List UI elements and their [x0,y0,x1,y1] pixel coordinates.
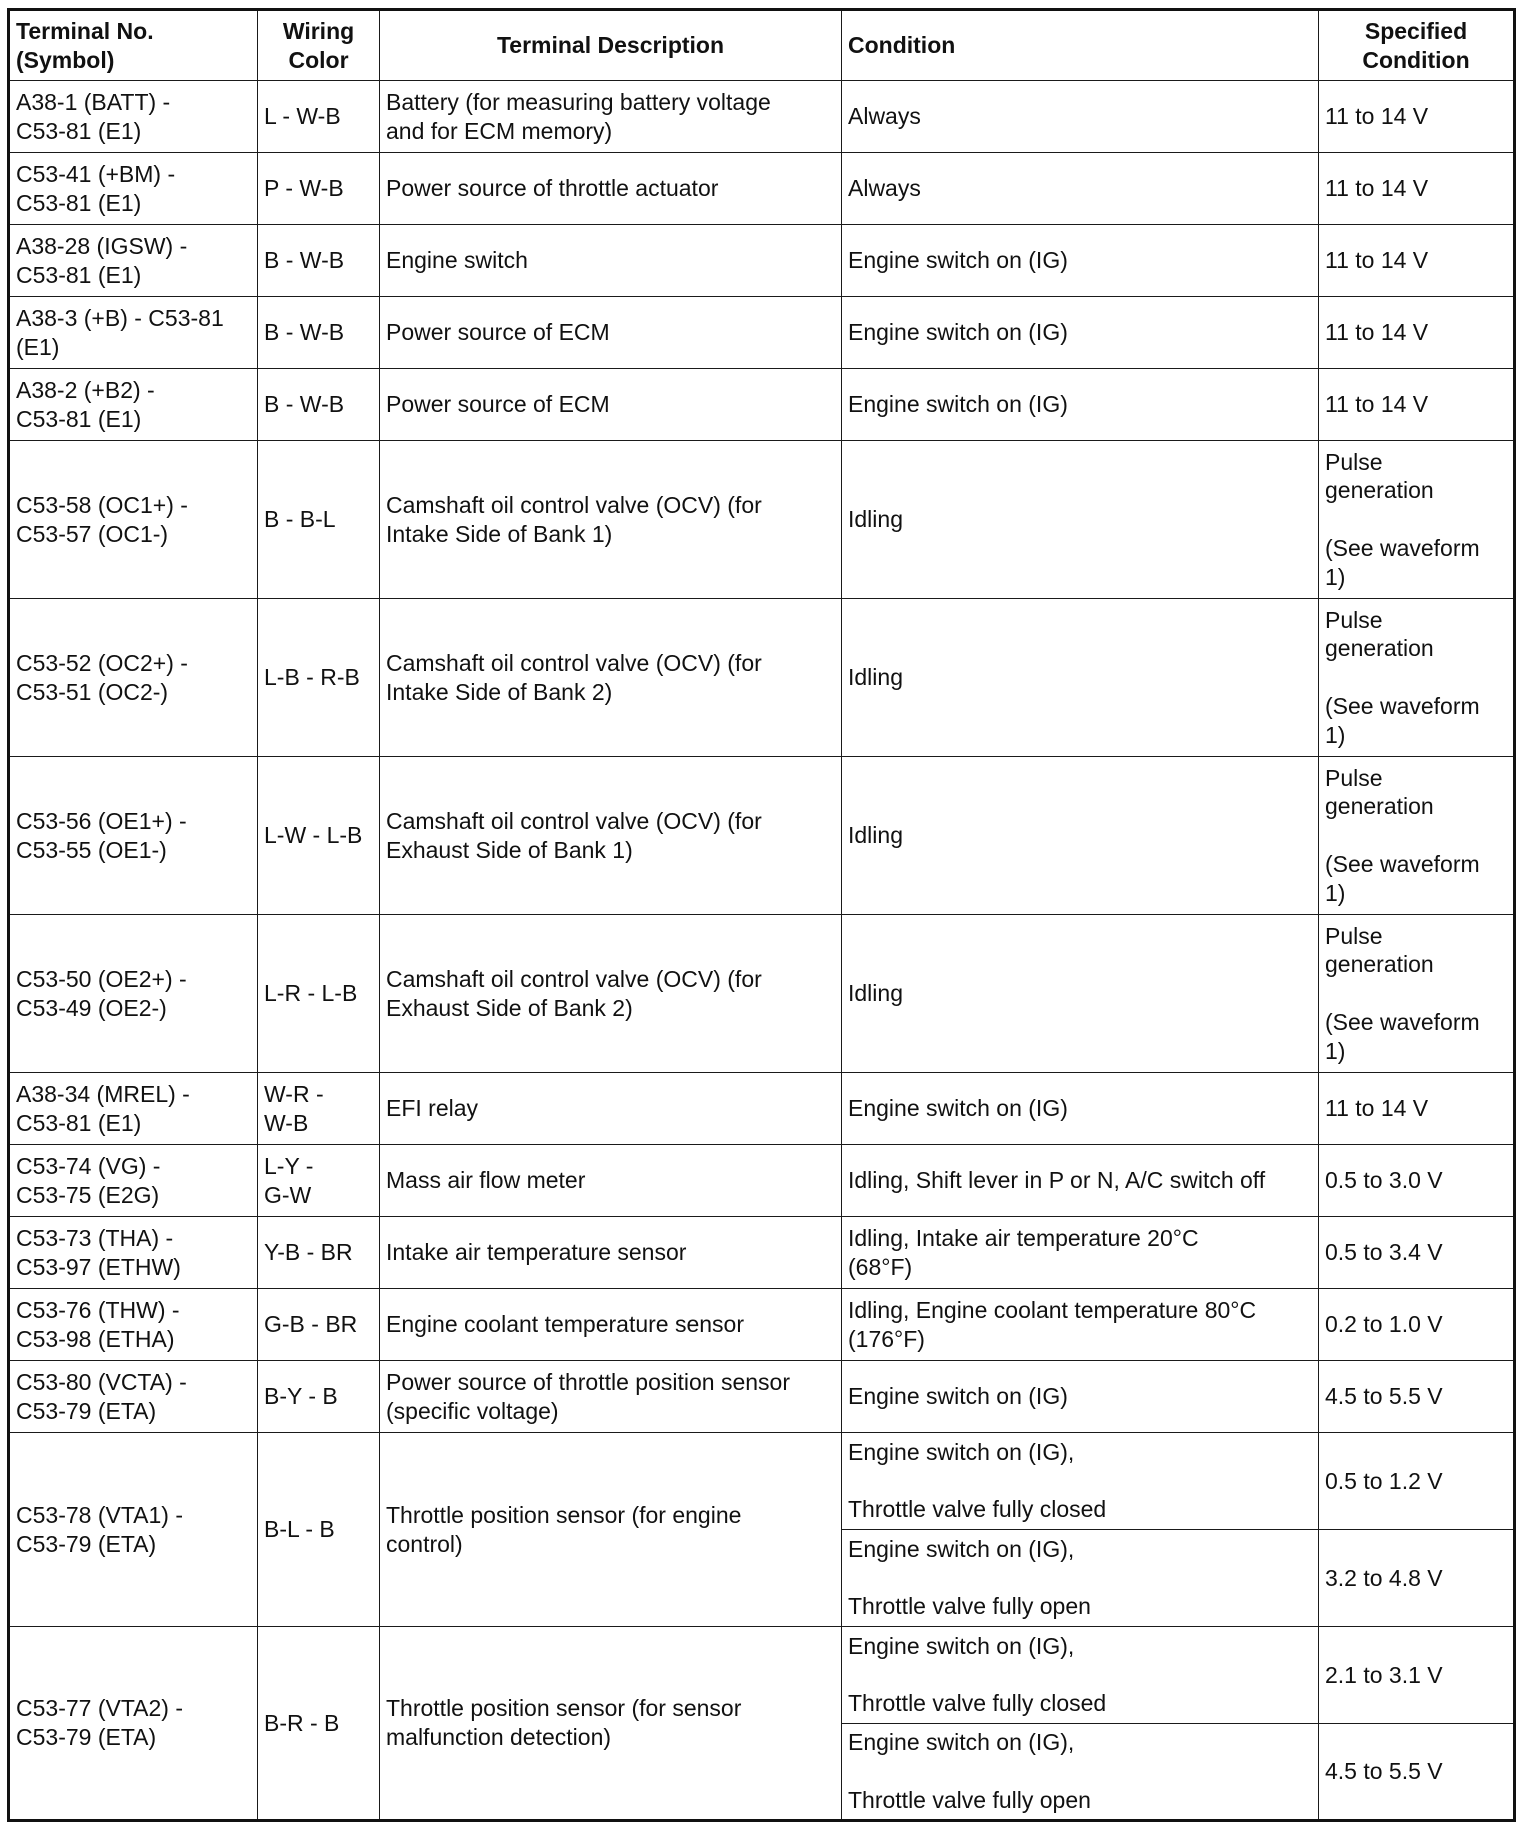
specified-cell: 4.5 to 5.5 V [1319,1724,1515,1821]
description-cell: Camshaft oil control valve (OCV) (for Intake Side of Bank 1) [380,441,842,599]
table-row [9,225,1515,297]
specified-cell: 0.5 to 3.4 V [1319,1217,1515,1289]
specified-cell: 11 to 14 V [1319,297,1515,369]
specified-cell: 0.5 to 1.2 V [1319,1433,1515,1530]
wiring-cell: B-R - B [258,1627,380,1821]
specified-cell: Pulse generation (See waveform 1) [1319,757,1515,915]
table-body [9,81,1515,1821]
condition-cell: Engine switch on (IG) [842,225,1319,297]
terminal-cell: C53-78 (VTA1) - C53-79 (ETA) [9,1433,258,1627]
wiring-cell: G-B - BR [258,1289,380,1361]
terminal-cell: A38-3 (+B) - C53-81 (E1) [9,297,258,369]
table-row [9,369,1515,441]
specified-cell: Pulse generation (See waveform 1) [1319,599,1515,757]
specified-cell: 2.1 to 3.1 V [1319,1627,1515,1724]
wiring-cell: B - W-B [258,225,380,297]
wiring-cell: B-Y - B [258,1361,380,1433]
table-row [9,599,1515,757]
specified-cell: 4.5 to 5.5 V [1319,1361,1515,1433]
table-row [9,81,1515,153]
specified-cell: 11 to 14 V [1319,225,1515,297]
wiring-cell: B - W-B [258,369,380,441]
terminal-cell: C53-73 (THA) - C53-97 (ETHW) [9,1217,258,1289]
wiring-cell: L-W - L-B [258,757,380,915]
specified-cell: 0.5 to 3.0 V [1319,1145,1515,1217]
specified-cell: 11 to 14 V [1319,369,1515,441]
table-row [9,1433,1515,1530]
condition-cell: Idling [842,599,1319,757]
description-cell: Power source of ECM [380,369,842,441]
wiring-cell: P - W-B [258,153,380,225]
condition-cell: Engine switch on (IG) [842,297,1319,369]
terminal-cell: C53-52 (OC2+) - C53-51 (OC2-) [9,599,258,757]
wiring-cell: L-B - R-B [258,599,380,757]
wiring-cell: B-L - B [258,1433,380,1627]
terminal-cell: C53-56 (OE1+) - C53-55 (OE1-) [9,757,258,915]
condition-cell: Idling, Engine coolant temperature 80°C (176°F) [842,1289,1319,1361]
wiring-cell: W-R - W-B [258,1073,380,1145]
specified-cell: 11 to 14 V [1319,153,1515,225]
terminal-spec-table [7,8,1516,1822]
specified-cell: 11 to 14 V [1319,81,1515,153]
description-cell: Engine coolant temperature sensor [380,1289,842,1361]
specified-cell: 11 to 14 V [1319,1073,1515,1145]
header-specified: Specified Condition [1319,10,1515,81]
terminal-cell: A38-34 (MREL) - C53-81 (E1) [9,1073,258,1145]
description-cell: Intake air temperature sensor [380,1217,842,1289]
table-row [9,757,1515,915]
description-cell: Camshaft oil control valve (OCV) (for Intake Side of Bank 2) [380,599,842,757]
condition-cell: Always [842,81,1319,153]
description-cell: Camshaft oil control valve (OCV) (for Exhaust Side of Bank 1) [380,757,842,915]
condition-cell: Engine switch on (IG) [842,369,1319,441]
condition-cell: Engine switch on (IG), Throttle valve fully open [842,1530,1319,1627]
description-cell: EFI relay [380,1073,842,1145]
condition-cell: Engine switch on (IG) [842,1361,1319,1433]
description-cell: Throttle position sensor (for sensor malfunction detection) [380,1627,842,1821]
specified-cell: 3.2 to 4.8 V [1319,1530,1515,1627]
description-cell: Power source of throttle actuator [380,153,842,225]
wiring-cell: L-R - L-B [258,915,380,1073]
condition-cell: Engine switch on (IG), Throttle valve fully open [842,1724,1319,1821]
terminal-cell: A38-1 (BATT) - C53-81 (E1) [9,81,258,153]
condition-cell: Idling [842,441,1319,599]
condition-cell: Engine switch on (IG), Throttle valve fully closed [842,1433,1319,1530]
description-cell: Power source of ECM [380,297,842,369]
table-row [9,1289,1515,1361]
description-cell: Power source of throttle position sensor (specific voltage) [380,1361,842,1433]
table-row [9,1073,1515,1145]
wiring-cell: L-Y - G-W [258,1145,380,1217]
header-wiring: Wiring Color [258,10,380,81]
terminal-cell: C53-74 (VG) - C53-75 (E2G) [9,1145,258,1217]
table-row [9,1361,1515,1433]
condition-cell: Idling [842,915,1319,1073]
terminal-cell: C53-50 (OE2+) - C53-49 (OE2-) [9,915,258,1073]
header-description: Terminal Description [380,10,842,81]
wiring-cell: B - B-L [258,441,380,599]
header-terminal: Terminal No. (Symbol) [9,10,258,81]
condition-cell: Idling [842,757,1319,915]
table-row [9,1145,1515,1217]
condition-cell: Idling, Shift lever in P or N, A/C switch off [842,1145,1319,1217]
terminal-cell: A38-2 (+B2) - C53-81 (E1) [9,369,258,441]
table-row [9,441,1515,599]
condition-cell: Idling, Intake air temperature 20°C (68°F) [842,1217,1319,1289]
description-cell: Camshaft oil control valve (OCV) (for Exhaust Side of Bank 2) [380,915,842,1073]
wiring-cell: B - W-B [258,297,380,369]
terminal-cell: C53-77 (VTA2) - C53-79 (ETA) [9,1627,258,1821]
terminal-cell: C53-76 (THW) - C53-98 (ETHA) [9,1289,258,1361]
wiring-cell: L - W-B [258,81,380,153]
wiring-cell: Y-B - BR [258,1217,380,1289]
terminal-cell: C53-80 (VCTA) - C53-79 (ETA) [9,1361,258,1433]
condition-cell: Engine switch on (IG) [842,1073,1319,1145]
header-row [9,10,1515,81]
table-row [9,915,1515,1073]
condition-cell: Always [842,153,1319,225]
table-row [9,153,1515,225]
table-row [9,1217,1515,1289]
terminal-cell: C53-58 (OC1+) - C53-57 (OC1-) [9,441,258,599]
description-cell: Throttle position sensor (for engine control) [380,1433,842,1627]
header-condition: Condition [842,10,1319,81]
terminal-cell: C53-41 (+BM) - C53-81 (E1) [9,153,258,225]
table-row [9,297,1515,369]
condition-cell: Engine switch on (IG), Throttle valve fully closed [842,1627,1319,1724]
terminal-cell: A38-28 (IGSW) - C53-81 (E1) [9,225,258,297]
description-cell: Battery (for measuring battery voltage and for ECM memory) [380,81,842,153]
specified-cell: 0.2 to 1.0 V [1319,1289,1515,1361]
specified-cell: Pulse generation (See waveform 1) [1319,441,1515,599]
description-cell: Mass air flow meter [380,1145,842,1217]
description-cell: Engine switch [380,225,842,297]
table-row [9,1627,1515,1724]
specified-cell: Pulse generation (See waveform 1) [1319,915,1515,1073]
